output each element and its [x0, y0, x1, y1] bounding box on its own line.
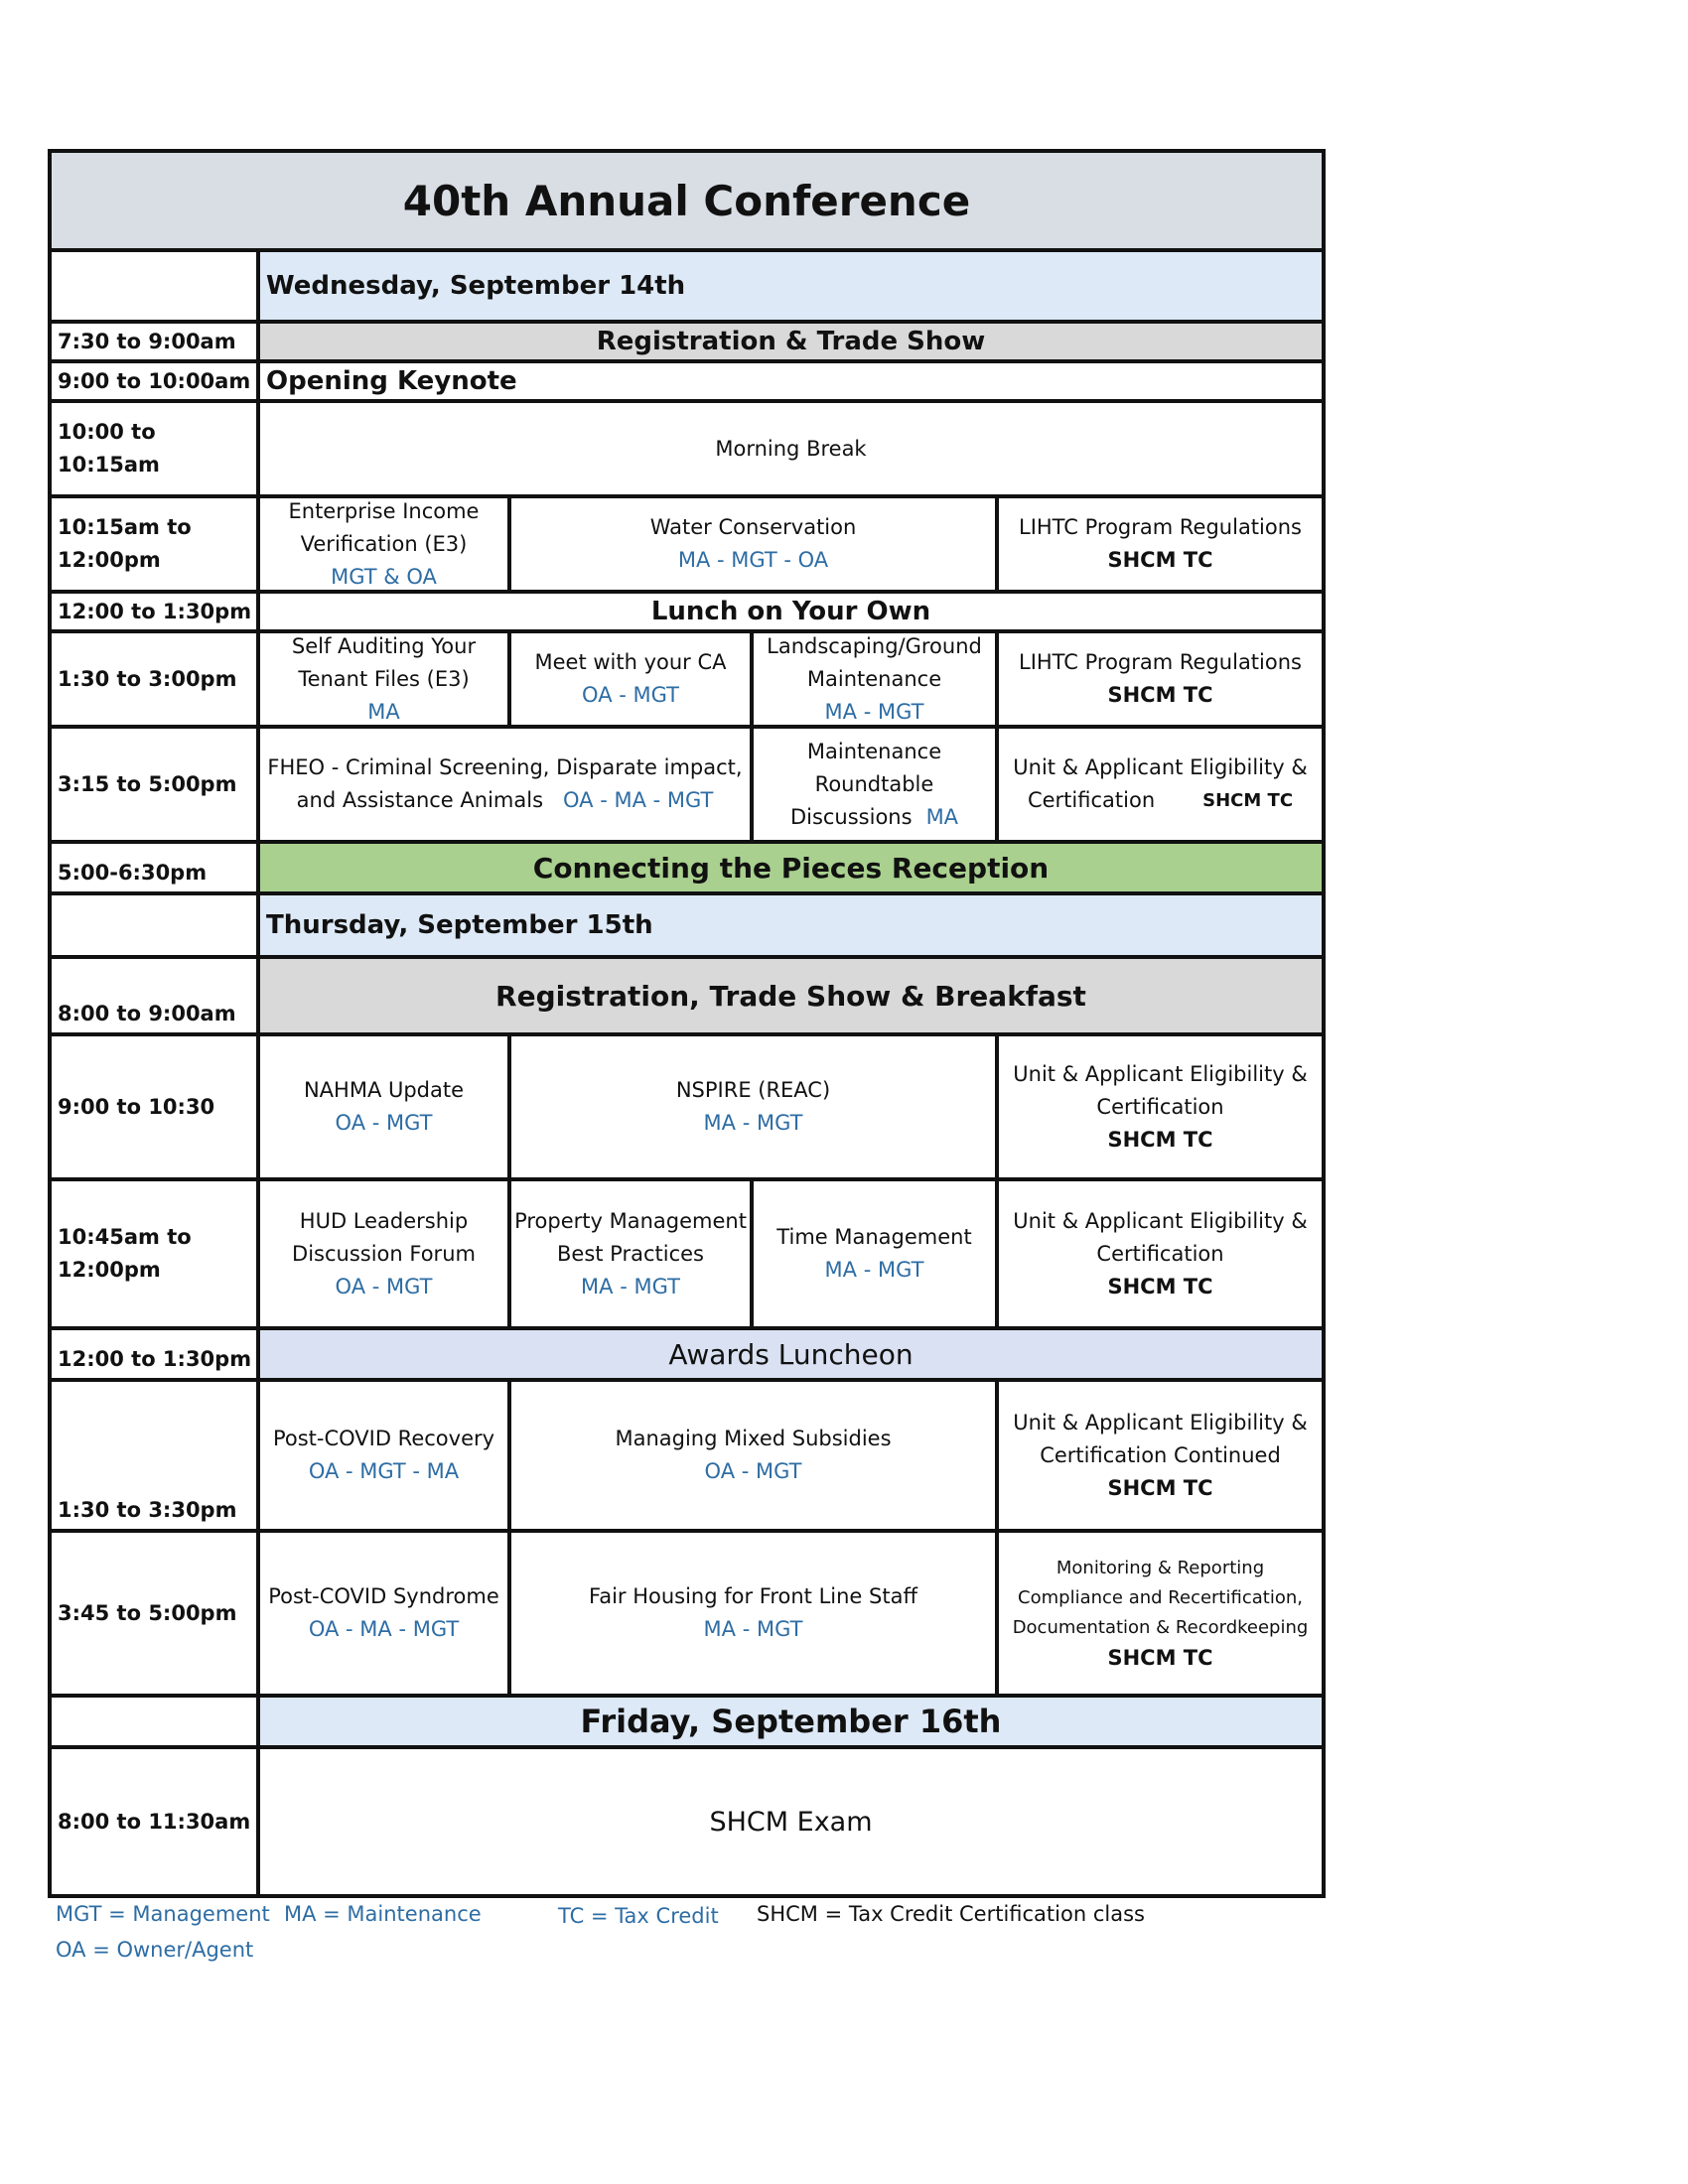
session-unit-eligibility-continued [997, 1380, 1324, 1531]
thu-day-header [258, 893, 1324, 957]
session-title: Maintenance [806, 666, 942, 691]
audience-label: MA - MGT [703, 1617, 803, 1641]
session-time-management [752, 1179, 997, 1328]
wed-day-label: Wednesday, September 14th [266, 270, 686, 301]
session-title: Unit & Applicant Eligibility & [1013, 1061, 1308, 1086]
session-title: Unit & Applicant Eligibility & [1013, 1410, 1308, 1434]
session-unit-eligibility-thu-2 [997, 1179, 1324, 1328]
session-nspire [509, 1034, 997, 1179]
wed-lunch [258, 592, 1324, 631]
wed-lunch-time [50, 592, 258, 631]
lunch-label: Lunch on Your Own [650, 596, 931, 626]
session-title-row [260, 784, 750, 817]
session-fheo [258, 727, 752, 842]
audience-label: MA [925, 804, 959, 829]
session-title: Landscaping/Ground [767, 633, 982, 658]
audience-label: MGT & OA [331, 564, 437, 589]
wed-s3-time [50, 727, 258, 842]
legend-mgt [56, 1902, 270, 1926]
thu-reg-time [50, 957, 258, 1034]
reception-banner [258, 842, 1324, 893]
session-post-covid-syndrome [258, 1531, 509, 1696]
session-title: Certification Continued [1040, 1442, 1281, 1467]
session-title-row [999, 784, 1322, 817]
fri-day-label: Friday, September 16th [580, 1702, 1002, 1740]
legend-text: TC = Tax Credit [558, 1904, 719, 1928]
class-code: SHCM TC [1107, 1127, 1213, 1152]
page-title [50, 151, 1324, 250]
session-title: Maintenance [806, 739, 942, 763]
legend-oa [56, 1938, 253, 1962]
thu-s1-time [50, 1034, 258, 1179]
audience-label: OA - MA - MGT [308, 1617, 460, 1641]
session-title-row [754, 801, 995, 834]
session-property-management [509, 1179, 752, 1328]
title-text: 40th Annual Conference [402, 176, 971, 225]
class-code: SHCM TC [1202, 790, 1294, 811]
fri-time-blank [50, 1696, 258, 1747]
session-title: Time Management [776, 1225, 972, 1249]
legend-ma [284, 1902, 482, 1926]
session-title: Post-COVID Recovery [272, 1427, 495, 1450]
session-lihtc-regs-2 [997, 631, 1324, 727]
session-title: Documentation & Recordkeeping [1012, 1617, 1309, 1638]
legend-tc [558, 1904, 719, 1928]
session-title: Meet with your CA [534, 650, 727, 674]
time-label: 7:30 to 9:00am [58, 329, 236, 353]
session-hud-leadership [258, 1179, 509, 1328]
audience-label: OA - MGT [335, 1111, 433, 1135]
wed-reg-time [50, 322, 258, 361]
audience-label: MA - MGT [703, 1111, 803, 1135]
session-landscaping [752, 631, 997, 727]
session-fair-housing [509, 1531, 997, 1696]
audience-label: OA - MGT [582, 683, 679, 707]
session-title: Unit & Applicant Eligibility & [1013, 1208, 1308, 1233]
wed-keynote-time [50, 361, 258, 401]
shcm-exam [258, 1747, 1324, 1896]
session-title: Enterprise Income [288, 498, 480, 523]
time-label: 9:00 to 10:00am [58, 368, 251, 393]
legend-shcm [757, 1902, 1145, 1926]
audience-label: MA [367, 699, 400, 724]
time-label: 8:00 to 11:30am [58, 1809, 251, 1834]
session-title: Tenant Files (E3) [298, 666, 470, 691]
session-title: Roundtable [814, 771, 934, 796]
audience-label: OA - MGT [704, 1459, 802, 1483]
audience-label: OA - MGT [335, 1274, 433, 1298]
banner-label: Connecting the Pieces Reception [532, 851, 1050, 885]
banner-label: Registration & Trade Show [596, 326, 986, 356]
thu-day-label: Thursday, September 15th [266, 909, 653, 940]
wed-morning-break [258, 401, 1324, 496]
thu-s4-time [50, 1531, 258, 1696]
class-code: SHCM TC [1107, 548, 1213, 572]
session-nahma-update [258, 1034, 509, 1179]
legend-text: MA = Maintenance [284, 1902, 482, 1926]
time-label: 3:45 to 5:00pm [58, 1600, 237, 1625]
time-label: 10:00 to 10:15am [58, 420, 160, 477]
time-label: 10:15am to [58, 515, 192, 539]
session-title: Certification [1027, 788, 1156, 812]
wed-s2-time [50, 631, 258, 727]
audience-label: OA - MGT - MA [308, 1459, 460, 1483]
session-title: NAHMA Update [303, 1078, 465, 1102]
session-title: Fair Housing for Front Line Staff [589, 1584, 917, 1608]
session-title: and Assistance Animals [296, 788, 544, 812]
wed-break-time [50, 401, 258, 496]
thu-registration-banner [258, 957, 1324, 1034]
banner-label: Registration, Trade Show & Breakfast [495, 979, 1086, 1013]
class-code: SHCM TC [1107, 683, 1213, 707]
break-label: Morning Break [715, 436, 867, 461]
session-title: Discussions [789, 804, 913, 829]
thu-lunch-time [50, 1328, 258, 1380]
thu-s2-time [50, 1179, 258, 1328]
wed-keynote [258, 361, 1324, 401]
session-title: Self Auditing Your [291, 633, 477, 658]
time-label: 5:00-6:30pm [58, 861, 208, 885]
thu-time-blank [50, 893, 258, 957]
thu-s3-time [50, 1380, 258, 1531]
session-title: FHEO - Criminal Screening, Disparate impact, [267, 755, 743, 779]
session-title: Best Practices [557, 1241, 704, 1266]
session-water-conservation [509, 496, 997, 592]
session-title: Compliance and Recertification, [1018, 1587, 1303, 1608]
wed-time-blank [50, 250, 258, 322]
session-title: Discussion Forum [292, 1241, 476, 1266]
fri-day-header [258, 1696, 1324, 1747]
session-maintenance-roundtable [752, 727, 997, 842]
wed-reception-time [50, 842, 258, 893]
legend-text: MGT = Management [56, 1902, 270, 1926]
wed-registration-banner [258, 322, 1324, 361]
class-code: SHCM TC [1107, 1475, 1213, 1500]
session-e3-income [258, 496, 509, 592]
time-label: 1:30 to 3:00pm [58, 666, 237, 691]
time-label: 8:00 to 9:00am [58, 1002, 236, 1025]
audience-label: OA - MA - MGT [563, 788, 714, 812]
legend-text: OA = Owner/Agent [56, 1938, 254, 1962]
time-label: 9:00 to 10:30 [58, 1094, 215, 1119]
time-label: 12:00pm [58, 1258, 161, 1282]
audience-label: MA - MGT [581, 1274, 680, 1298]
legend-text: SHCM = Tax Credit Certification class [757, 1902, 1145, 1926]
time-label: 12:00pm [58, 548, 161, 572]
session-title: Unit & Applicant Eligibility & [1013, 755, 1308, 779]
time-label: 12:00 to 1:30pm [58, 599, 252, 623]
audience-label: MA - MGT [824, 1258, 924, 1282]
banner-label: Awards Luncheon [668, 1337, 914, 1371]
session-title: Post-COVID Syndrome [268, 1584, 499, 1608]
exam-label: SHCM Exam [709, 1806, 873, 1838]
time-label: 3:15 to 5:00pm [58, 771, 237, 796]
session-self-auditing [258, 631, 509, 727]
session-meet-ca [509, 631, 752, 727]
session-unit-eligibility-thu-1 [997, 1034, 1324, 1179]
session-title: Property Management [514, 1208, 747, 1233]
awards-luncheon-banner [258, 1328, 1324, 1380]
session-unit-eligibility-wed [997, 727, 1324, 842]
session-title: Certification [1096, 1094, 1224, 1119]
session-lihtc-regs [997, 496, 1324, 592]
time-label: 10:45am to [58, 1225, 192, 1249]
session-title: LIHTC Program Regulations [1019, 515, 1302, 539]
session-title: Managing Mixed Subsidies [615, 1427, 892, 1450]
session-title: Verification (E3) [300, 531, 468, 556]
session-mixed-subsidies [509, 1380, 997, 1531]
session-title: Water Conservation [649, 515, 857, 539]
session-monitoring-reporting [997, 1531, 1324, 1696]
class-code: SHCM TC [1107, 1646, 1213, 1670]
session-title: HUD Leadership [299, 1208, 469, 1233]
session-title: LIHTC Program Regulations [1019, 650, 1302, 674]
keynote-label: Opening Keynote [266, 365, 517, 396]
class-code: SHCM TC [1107, 1274, 1213, 1298]
session-title: NSPIRE (REAC) [675, 1078, 831, 1102]
fri-exam-time [50, 1747, 258, 1896]
wed-s1-time [50, 496, 258, 592]
time-label: 12:00 to 1:30pm [58, 1347, 252, 1371]
wed-day-header [258, 250, 1324, 322]
session-post-covid-recovery [258, 1380, 509, 1531]
audience-label: MA - MGT - OA [677, 548, 829, 572]
session-title: Certification [1096, 1241, 1224, 1266]
time-label: 1:30 to 3:30pm [58, 1498, 237, 1522]
audience-label: MA - MGT [824, 699, 924, 724]
session-title: Monitoring & Reporting [1055, 1558, 1265, 1578]
